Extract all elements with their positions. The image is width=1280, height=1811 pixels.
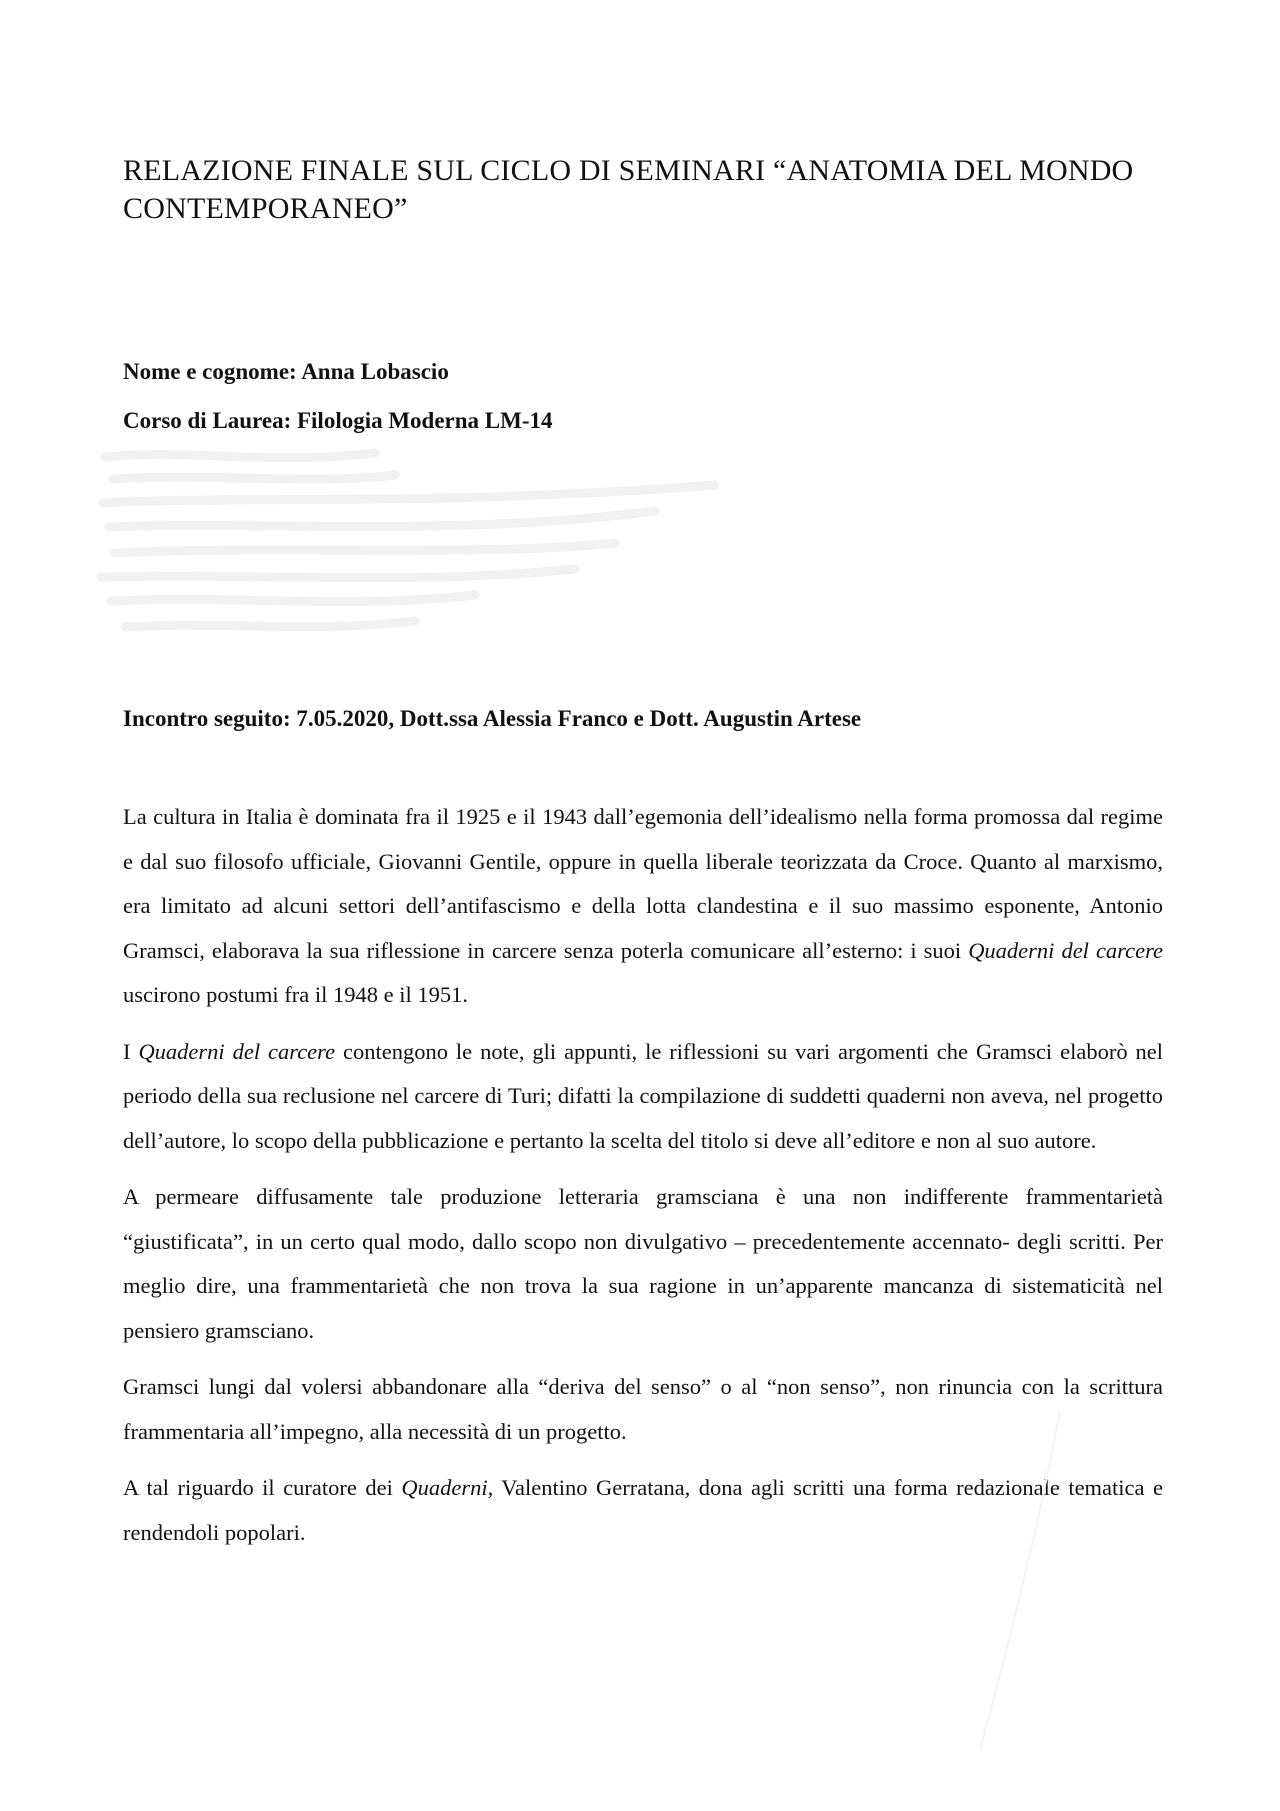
student-name: Nome e cognome: Anna Lobascio [123, 359, 449, 384]
paragraph: Gramsci lungi dal volersi abbandonare alla “deriva del senso” o al “non senso”, non rinuncia con la scrittura frammentaria all’impegno, alla necessità di un progetto. [123, 1374, 1163, 1444]
redaction-stroke [125, 621, 415, 627]
redaction-stroke [103, 485, 715, 503]
redaction-stroke [111, 595, 475, 601]
redaction-stroke [109, 511, 655, 527]
document-title: RELAZIONE FINALE SUL CICLO DI SEMINARI “ANATOMIA DEL MONDO CONTEMPORANEO” [123, 154, 1134, 225]
paragraph: A permeare diffusamente tale produzione letteraria gramsciana è una non indifferente frammentarietà “giustificata”, in un certo qual modo, dallo scopo non divulgativo – precedentemente accennato- degli scritti. Per meglio dire, una frammentarietà che non trova la sua ragione in un’apparente mancanza di sistematicità nel pensiero gramsciano. [123, 1184, 1163, 1343]
degree-course: Corso di Laurea: Filologia Moderna LM-14 [123, 408, 553, 433]
report-body [123, 795, 1163, 1567]
redaction-stroke [105, 453, 375, 458]
redacted-area [95, 445, 735, 655]
redaction-stroke [101, 569, 575, 578]
redaction-stroke [113, 475, 395, 479]
redaction-stroke [115, 543, 615, 553]
meeting-attended: Incontro seguito: 7.05.2020, Dott.ssa Alessia Franco e Dott. Augustin Artese [123, 706, 862, 731]
paragraph: I Quaderni del carcere contengono le note, gli appunti, le riflessioni su vari argomenti che Gramsci elaborò nel periodo della sua reclusione nel carcere di Turi; difatti la compilazione di suddetti quaderni non aveva, nel progetto dell’autore, lo scopo della pubblicazione e pertanto la scelta del titolo si deve all’editore e non al suo autore. [123, 1038, 1163, 1153]
paragraph: A tal riguardo il curatore dei Quaderni, Valentino Gerratana, dona agli scritti una forma redazionale tematica e rendendoli popolari. [123, 1475, 1163, 1545]
paragraph: La cultura in Italia è dominata fra il 1925 e il 1943 dall’egemonia dell’idealismo nella forma promossa dal regime e dal suo filosofo ufficiale, Giovanni Gentile, oppure in quella liberale teorizzata da Croce. Quanto al marxismo, era limitato ad alcuni settori dell’antifascismo e della lotta clandestina e il suo massimo esponente, Antonio Gramsci, elaborava la sua riflessione in carcere senza poterla comunicare all’esterno: i suoi Quaderni del carcere uscirono postumi fra il 1948 e il 1951. [123, 804, 1163, 1007]
